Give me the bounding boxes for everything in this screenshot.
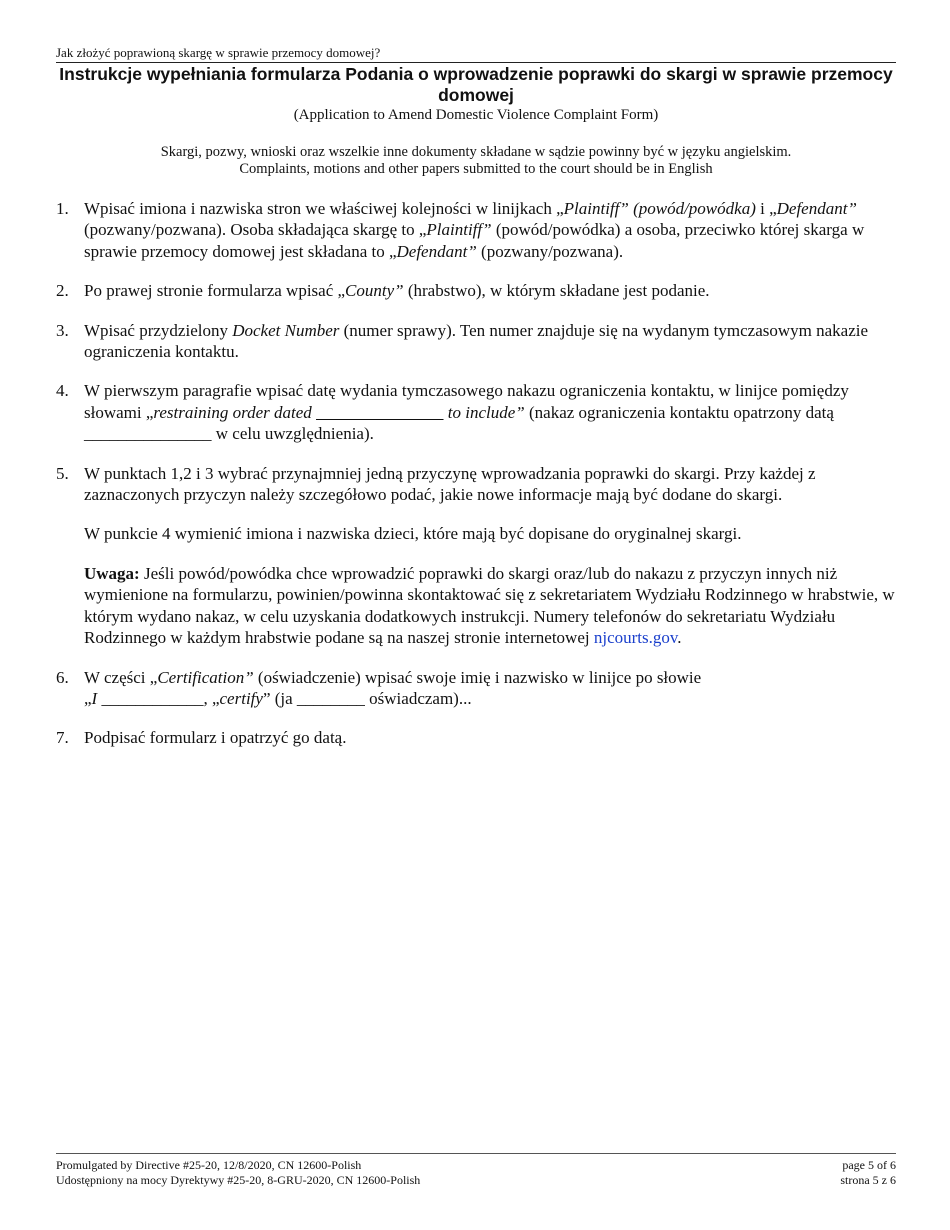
- instruction-item-5: [56, 463, 898, 649]
- item-text: Wpisać imiona i nazwiska stron we właściwej kolejności w linijkach „Plaintiff” (powód/powódka) i „Defendant” (pozwany/pozwana). Osoba składająca skargę to „Plaintiff” (powód/powódka) a osoba, przeciwko której skarga w sprawie przemocy domowej jest składana to „Defendant” (pozwany/pozwana).: [84, 199, 865, 261]
- item-text-children: W punkcie 4 wymienić imiona i nazwiska dzieci, które mają być dopisane do oryginalnej skargi.: [84, 524, 742, 544]
- instruction-item-7: [56, 727, 898, 748]
- page-title: Instrukcje wypełniania formularza Podania o wprowadzenie poprawki do skargi w sprawie przemocy domowej: [59, 64, 893, 105]
- page-footer: [56, 1153, 896, 1187]
- date-blank: [316, 403, 444, 422]
- note-label: Uwaga:: [84, 563, 140, 583]
- notice-english: Complaints, motions and other papers submitted to the court should be in English: [239, 161, 713, 177]
- instruction-item-2: [56, 280, 898, 301]
- item-number: 3.: [56, 320, 69, 340]
- footer-page-en: page 5 of 6: [842, 1158, 896, 1172]
- instruction-item-1: [56, 198, 898, 262]
- item-number: 6.: [56, 667, 69, 687]
- item-text: Po prawej stronie formularza wpisać „County” (hrabstwo), w którym składane jest podanie.: [84, 281, 710, 301]
- item-text: W punktach 1,2 i 3 wybrać przynajmniej jedną przyczynę wprowadzania poprawki do skargi. Przy każdej z zaznaczonych przyczyn należy szczegółowo podać, jakie nowe informacje mają być dodane do skargi.: [84, 463, 816, 505]
- item-note: Uwaga: Jeśli powód/powódka chce wprowadzić poprawki do skargi oraz/lub do nakazu z przyczyn innych niż wymienione na formularzu, powinien/powinna skontaktować się z sekretariatem Wydziału Rodzinnego w hrabstwie, w którym wydano nakaz, w celu uzyskania dodatkowych instrukcji. Numery telefonów do sekretariatu Wydziału Rodzinnego w każdym hrabstwie podane są na naszej stronie internetowej njcourts.gov.: [84, 563, 895, 648]
- instruction-item-6: [56, 667, 898, 710]
- item-number: 2.: [56, 281, 69, 301]
- page-subtitle: (Application to Amend Domestic Violence Complaint Form): [293, 107, 659, 123]
- item-number: 7.: [56, 728, 69, 748]
- language-notice: [56, 144, 896, 178]
- instruction-item-4: [56, 380, 898, 444]
- item-text: W pierwszym paragrafie wpisać datę wydania tymczasowego nakazu ograniczenia kontaktu, w linijce pomiędzy słowami „restraining order dated to include” (nakaz ograniczenia kontaktu opatrzony datą _______________ w celu uwzględnienia).: [84, 381, 849, 444]
- item-text: W części „Certification” (oświadczenie) wpisać swoje imię i nazwisko w linijce po słowie „I ____________, „certify” (ja ________ oświadczam)...: [84, 667, 702, 708]
- footer-directive-en: Promulgated by Directive #25-20, 12/8/2020, CN 12600-Polish: [56, 1158, 362, 1172]
- njcourts-link[interactable]: njcourts.gov: [593, 628, 678, 648]
- footer-page-pl: strona 5 z 6: [840, 1172, 896, 1187]
- item-text: Wpisać przydzielony Docket Number (numer sprawy). Ten numer znajduje się na wydanym tymczasowym nakazie ograniczenia kontaktu.: [84, 320, 869, 362]
- running-header: Jak złożyć poprawioną skargę w sprawie przemocy domowej?: [56, 44, 896, 63]
- item-number: 1.: [56, 199, 69, 218]
- notice-polish: Skargi, pozwy, wnioski oraz wszelkie inne dokumenty składane w sądzie powinny być w języku angielskim.: [160, 144, 792, 160]
- instruction-list: [56, 198, 898, 767]
- item-number: 4.: [56, 381, 69, 401]
- item-text: Podpisać formularz i opatrzyć go datą.: [84, 728, 347, 748]
- footer-directive-pl: Udostępniony na mocy Dyrektywy #25-20, 8-GRU-2020, CN 12600-Polish: [56, 1172, 421, 1187]
- instruction-item-3: [56, 320, 898, 363]
- item-number: 5.: [56, 463, 69, 483]
